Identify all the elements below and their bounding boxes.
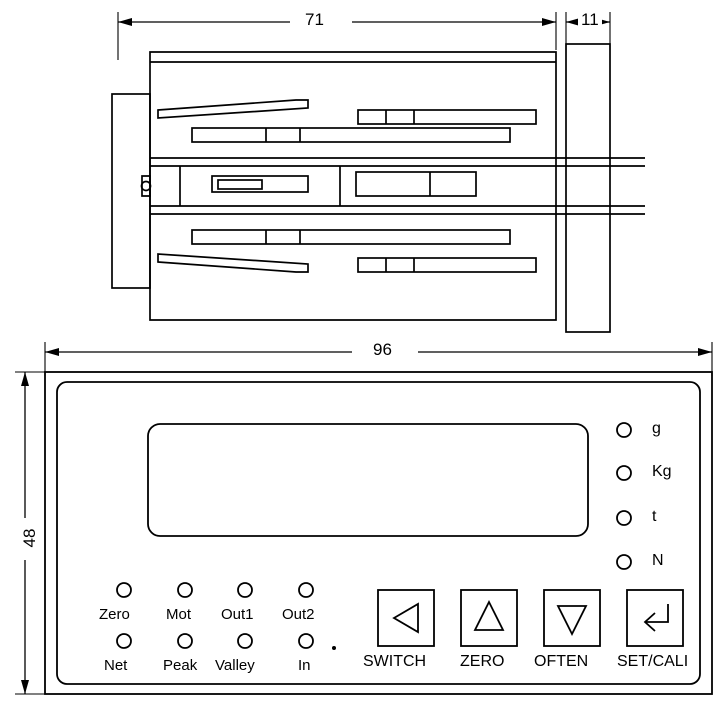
triangle-left-icon	[394, 604, 418, 632]
button-label-zero[interactable]: ZERO	[460, 653, 505, 670]
status-label-net: Net	[104, 657, 128, 674]
button-label-set-cali[interactable]: SET/CALI	[617, 653, 689, 670]
status-label-valley: Valley	[215, 657, 255, 674]
button-label-often[interactable]: OFTEN	[534, 653, 589, 670]
unit-label-n: N	[652, 552, 664, 569]
status-led-bottom-group	[117, 634, 313, 648]
enter-arrow-icon	[645, 604, 668, 631]
triangle-down-icon	[558, 606, 586, 634]
status-label-peak: Peak	[163, 657, 198, 674]
dimension-label-depth-body: 71	[302, 10, 327, 30]
unit-label-g: g	[652, 420, 661, 437]
triangle-up-icon	[475, 602, 503, 630]
status-label-zero: Zero	[99, 606, 130, 623]
button-label-switch[interactable]: SWITCH	[363, 653, 427, 670]
dimension-label-height-front: 48	[20, 518, 40, 558]
dimension-label-width-front: 96	[370, 340, 395, 360]
status-label-out1: Out1	[221, 606, 254, 623]
status-label-in: In	[298, 657, 311, 674]
button-outlines	[378, 590, 683, 646]
unit-label-kg: Kg	[652, 463, 672, 480]
dimension-label-depth-bezel: 11	[578, 10, 602, 30]
status-label-mot: Mot	[166, 606, 192, 623]
status-label-out2: Out2	[282, 606, 315, 623]
unit-label-t: t	[652, 508, 657, 525]
side-view	[112, 44, 645, 332]
status-led-top-group	[117, 583, 313, 597]
unit-led-group	[617, 423, 631, 569]
